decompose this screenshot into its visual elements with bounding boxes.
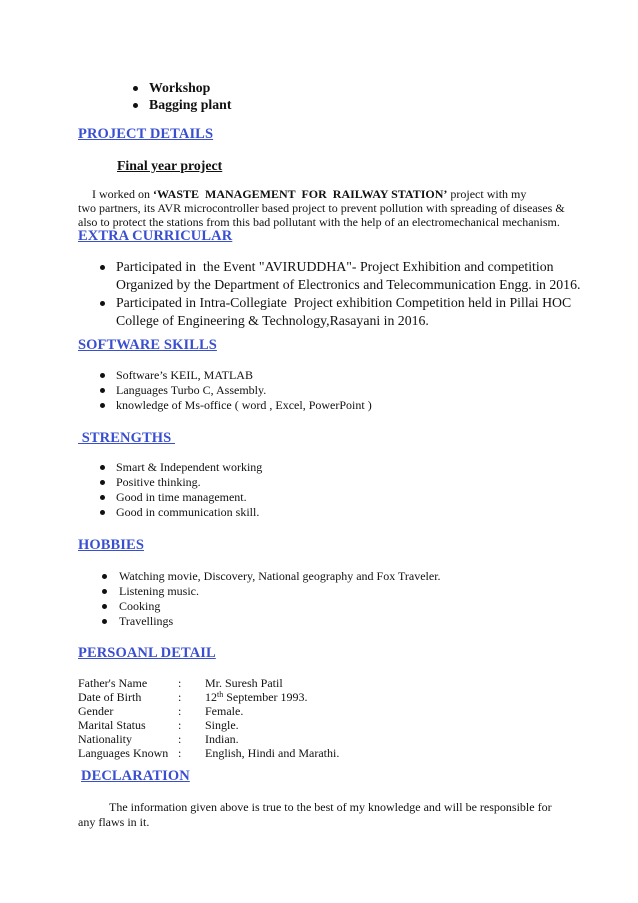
bullet-icon <box>100 403 105 408</box>
list-item <box>116 398 372 413</box>
list-item-label: Software’s KEIL, MATLAB <box>116 368 253 382</box>
list-item-label: Languages Turbo C, Assembly. <box>116 383 267 397</box>
list-item-label: Travellings <box>119 614 174 628</box>
detail-value <box>205 690 308 705</box>
list-item-label: Positive thinking. <box>116 475 201 489</box>
list-item-label: Smart & Independent working <box>116 460 263 474</box>
dob-rest: September 1993. <box>223 690 308 704</box>
detail-colon: : <box>178 690 182 704</box>
detail-key: Father's Name <box>78 676 148 690</box>
project-line-2: two partners, its AVR microcontroller based project to prevent pollution with spreading of diseases & <box>78 201 565 215</box>
section-heading-strengths: STRENGTHS <box>78 430 175 446</box>
list-item-label: Listening music. <box>119 584 199 598</box>
detail-key: Languages Known <box>78 746 169 760</box>
list-item <box>149 80 210 96</box>
detail-colon: : <box>178 718 182 732</box>
list-item <box>119 584 199 599</box>
detail-colon: : <box>178 732 182 746</box>
detail-value: Female. <box>205 704 244 718</box>
section-heading-extra: EXTRA CURRICULAR <box>78 228 233 244</box>
bullet-icon <box>102 604 107 609</box>
list-item <box>119 569 441 584</box>
list-item <box>116 259 554 275</box>
list-item <box>116 460 262 475</box>
list-item <box>116 475 201 490</box>
bullet-icon <box>100 480 105 485</box>
dob-ordinal: th <box>217 690 224 699</box>
project-line-3: also to protect the stations from this bad pollutant with the help of an electromechanical mechanism. <box>78 215 560 229</box>
bullet-icon <box>102 619 107 624</box>
list-item <box>116 368 253 383</box>
list-item-label: Watching movie, Discovery, National geography and Fox Traveler. <box>119 569 441 583</box>
list-item-label: Workshop <box>149 80 211 95</box>
list-item <box>116 295 571 311</box>
list-item-label: Bagging plant <box>149 97 232 112</box>
list-item-label: Participated in the Event "AVIRUDDHA"- Project Exhibition and competition <box>116 259 554 274</box>
project-line-1-suffix: project with my <box>447 187 527 201</box>
list-item <box>116 490 247 505</box>
project-title: WASTE MANAGEMENT FOR RAILWAY STATION’ <box>156 187 448 201</box>
section-heading-personal: PERSOANL DETAIL <box>78 645 216 661</box>
bullet-icon <box>100 265 105 270</box>
list-item-label: Cooking <box>119 599 161 613</box>
declaration-line-1: The information given above is true to the best of my knowledge and will be responsible for <box>109 800 552 814</box>
declaration-line-2: any flaws in it. <box>78 815 150 829</box>
list-item <box>119 614 173 629</box>
bullet-icon <box>102 589 107 594</box>
list-item <box>116 383 266 398</box>
bullet-icon <box>100 510 105 515</box>
detail-colon: : <box>178 704 182 718</box>
list-item-label: knowledge of Ms-office ( word , Excel, PowerPoint ) <box>116 398 372 412</box>
detail-value: Indian. <box>205 732 239 746</box>
list-item <box>119 599 160 614</box>
section-heading-project: PROJECT DETAILS <box>78 126 214 142</box>
project-line-1-prefix: I worked on <box>92 187 153 201</box>
list-item <box>149 97 231 113</box>
detail-value: Single. <box>205 718 239 732</box>
bullet-icon <box>100 465 105 470</box>
bullet-icon <box>100 495 105 500</box>
detail-value: English, Hindi and Marathi. <box>205 746 340 760</box>
bullet-icon <box>133 103 138 108</box>
list-item-continuation: College of Engineering & Technology,Rasayani in 2016. <box>116 313 429 328</box>
list-item <box>116 505 259 520</box>
detail-key: Gender <box>78 704 114 718</box>
list-item-continuation: Organized by the Department of Electronics and Telecommunication Engg. in 2016. <box>116 277 581 292</box>
project-line-1 <box>92 187 526 202</box>
detail-key: Date of Birth <box>78 690 142 704</box>
detail-colon: : <box>178 676 182 690</box>
detail-key: Nationality <box>78 732 132 746</box>
detail-key: Marital Status <box>78 718 146 732</box>
bullet-icon <box>102 574 107 579</box>
bullet-icon <box>100 301 105 306</box>
bullet-icon <box>133 86 138 91</box>
section-heading-hobbies: HOBBIES <box>78 537 144 553</box>
section-heading-declaration: DECLARATION <box>81 768 190 784</box>
list-item-label: Participated in Intra-Collegiate Project exhibition Competition held in Pillai HOC <box>116 295 572 310</box>
project-subheading: Final year project <box>117 158 223 173</box>
bullet-icon <box>100 373 105 378</box>
section-heading-software: SOFTWARE SKILLS <box>78 337 217 353</box>
detail-value: Mr. Suresh Patil <box>205 676 283 690</box>
list-item-label: Good in time management. <box>116 490 247 504</box>
project-quote-open: ‘ <box>152 187 157 201</box>
dob-day: 12 <box>205 690 217 704</box>
detail-colon: : <box>178 746 182 760</box>
bullet-icon <box>100 388 105 393</box>
list-item-label: Good in communication skill. <box>116 505 260 519</box>
